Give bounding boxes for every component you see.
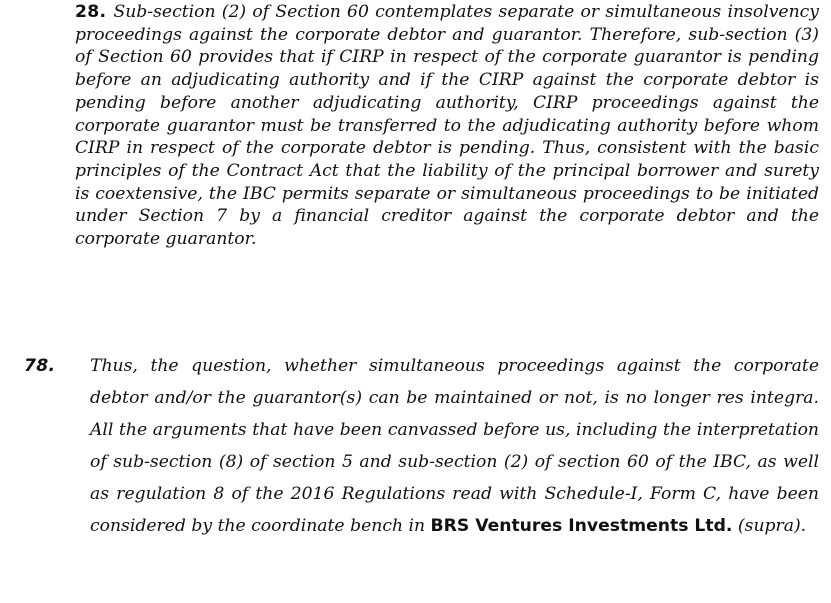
paragraph-28-text: Sub-section (2) of Section 60 contemplates separate or simultaneous insolvency proceedings against the corporate debtor and guarantor. Therefore, sub-section (3) of Section 60 provides that if CIRP in respect of the corporate guarantor is pending before an adjudicating authority and if the CIRP against the corporate debtor is pending before another adjudicating authority, CIRP proceedings against the corporate guarantor must be transferred to the adjudicating authority before whom CIRP in respect of the corporate debtor is pending. Thus, consistent with the basic principles of the Contract Act that the liability of the principal borrower and surety is coextensive, the IBC permits separate or simultaneous proceedings to be initiated under Section 7 by a financial creditor against the corporate debtor and the corporate guarantor. — [75, 2, 819, 250]
citation-suffix: (supra). — [732, 515, 807, 536]
paragraph-78-text: Thus, the question, whether simultaneous proceedings against the corporate debtor and/or the guarantor(s) can be maintained or not, is no longer res integra. All the arguments that have been canvassed before us, including the interpretation of sub-section (8) of section 5 and sub-section (2) of section 60 of the IBC, as well as regulation 8 of the 2016 Regulations read with Schedule-I, Form C, have been considered by the coordinate bench in — [90, 356, 819, 536]
paragraph-28 — [75, 1, 819, 251]
paragraph-number-78: 78. — [24, 356, 56, 376]
paragraph-number-28: 28. — [75, 2, 114, 22]
case-name: BRS Ventures Investments Ltd. — [430, 515, 733, 536]
paragraph-78 — [24, 351, 819, 542]
